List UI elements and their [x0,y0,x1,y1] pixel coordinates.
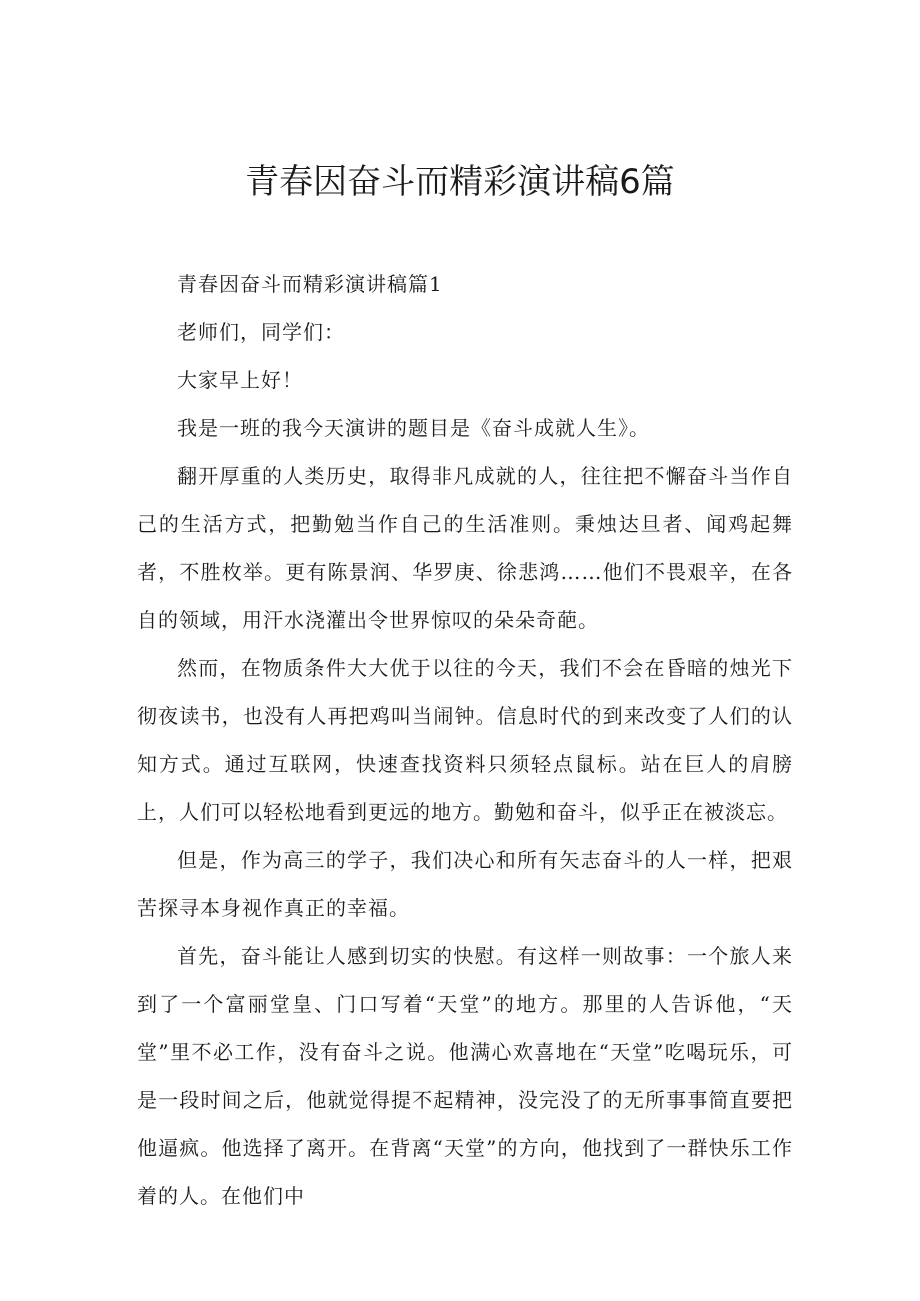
body-paragraph: 翻开厚重的人类历史，取得非凡成就的人，往往把不懈奋斗当作自己的生活方式，把勤勉当作自己的生活准则。秉烛达旦者、闻鸡起舞者，不胜枚举。更有陈景润、华罗庚、徐悲鸿……他们不畏艰辛，在各自的领域，用汗水浇灌出令世界惊叹的朵朵奇葩。 [137,464,793,632]
greeting: 大家早上好！ [177,368,303,392]
section-heading: 青春因奋斗而精彩演讲稿篇1 [177,272,443,296]
body-paragraph: 我是一班的我今天演讲的题目是《奋斗成就人生》。 [177,416,650,440]
body-paragraph: 但是，作为高三的学子，我们决心和所有矢志奋斗的人一样，把艰苦探寻本身视作真正的幸福。 [137,848,793,920]
body-paragraph: 然而，在物质条件大大优于以往的今天，我们不会在昏暗的烛光下彻夜读书，也没有人再把鸡叫当闹钟。信息时代的到来改变了人们的认知方式。通过互联网，快速查找资料只须轻点鼠标。站在巨人的肩膀上，人们可以轻松地看到更远的地方。勤勉和奋斗，似乎正在被淡忘。 [137,656,793,824]
salutation: 老师们，同学们： [177,320,345,344]
document-body [137,260,793,1220]
body-paragraph: 首先，奋斗能让人感到切实的快慰。有这样一则故事：一个旅人来到了一个富丽堂皇、门口写着“天堂”的地方。那里的人告诉他，“天堂”里不必工作，没有奋斗之说。他满心欢喜地在“天堂”吃喝玩乐，可是一段时间之后，他就觉得提不起精神，没完没了的无所事事简直要把他逼疯。他选择了离开。在背离“天堂”的方向，他找到了一群快乐工作着的人。在他们中 [137,944,793,1208]
document-title: 青春因奋斗而精彩演讲稿6篇 [245,162,675,202]
